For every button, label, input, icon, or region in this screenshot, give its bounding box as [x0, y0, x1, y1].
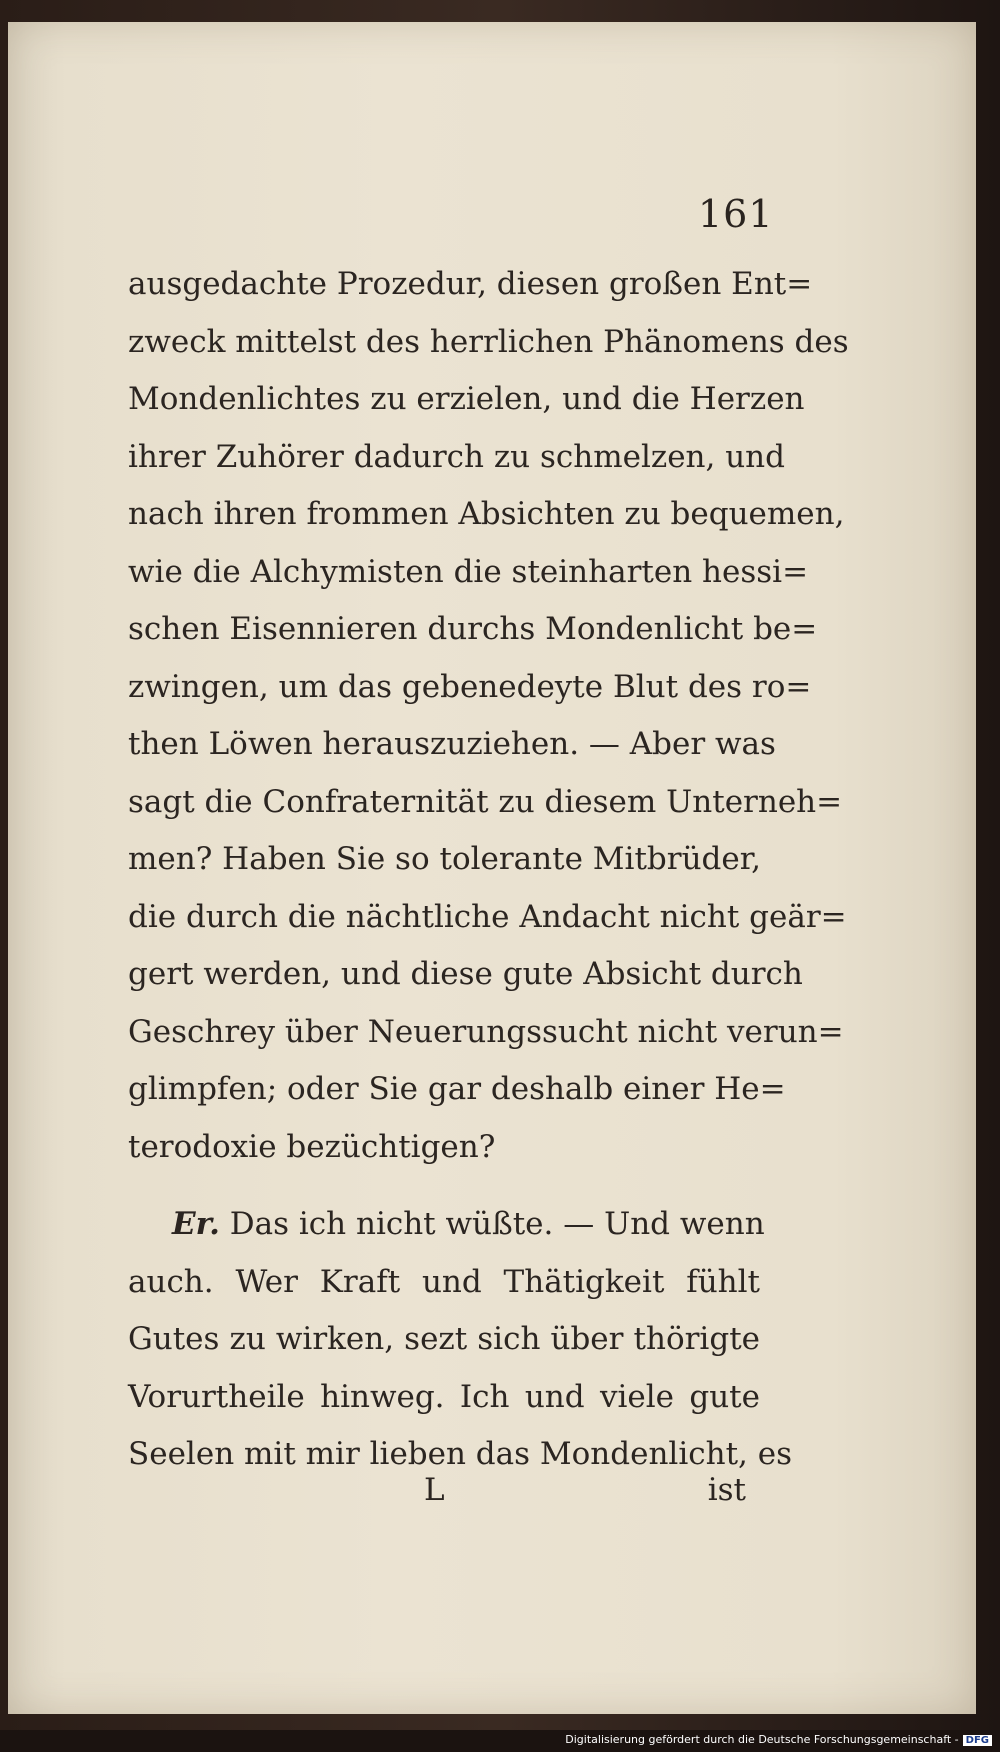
text-line: die durch die nächtliche Andacht nicht geär= [128, 898, 847, 935]
text-line: Mondenlichtes zu erzielen, und die Herzen [128, 381, 805, 417]
text-line: glimpfen; oder Sie gar deshalb einer He= [128, 1071, 786, 1107]
text-line: Seelen mit mir lieben das Mondenlicht, es [128, 1436, 792, 1472]
text-line: then Löwen herauszuziehen. — Aber was [128, 726, 776, 762]
text-line: nach ihren frommen Absichten zu bequemen, [128, 496, 845, 532]
book-page [8, 22, 976, 1714]
text-line: zwingen, um das gebenedeyte Blut des ro= [128, 668, 812, 705]
signature-mark: L [424, 1472, 445, 1508]
dialogue-line [128, 1196, 765, 1254]
text-line: ihrer Zuhörer dadurch zu schmelzen, und [128, 438, 785, 475]
page-footer-marks [128, 1472, 760, 1522]
digitization-credit [565, 1733, 992, 1746]
text-line: sagt die Confraternität zu diesem Unterneh= [128, 783, 843, 820]
text-line: zweck mittelst des herrlichen Phänomens des [128, 323, 849, 360]
catchword: ist [707, 1472, 746, 1508]
text-line: wie die Alchymisten die steinharten hessi= [128, 553, 809, 590]
text-line: auch. Wer Kraft und Thätigkeit fühlt [128, 1263, 760, 1300]
text-line: men? Haben Sie so tolerante Mitbrüder, [128, 841, 761, 877]
text-line: terodoxie bezüchtigen? [128, 1128, 496, 1165]
dialogue-text: Das ich nicht wüßte. — Und wenn [229, 1206, 765, 1242]
text-line: ausgedachte Prozedur, diesen großen Ent= [128, 266, 813, 302]
text-line: Gutes zu wirken, sezt sich über thörigte [128, 1321, 760, 1357]
body-text [128, 256, 849, 1484]
text-line: gert werden, und diese gute Absicht durch [128, 956, 803, 992]
text-line: Vorurtheile hinweg. Ich und viele gute [128, 1378, 760, 1415]
credit-text: Digitalisierung gefördert durch die Deutsche Forschungsgemeinschaft - [565, 1733, 959, 1746]
text-line: Geschrey über Neuerungssucht nicht verun= [128, 1013, 844, 1050]
dfg-logo: DFG [963, 1735, 992, 1746]
text-line: schen Eisennieren durchs Mondenlicht be= [128, 611, 818, 647]
page-number: 161 [698, 192, 774, 236]
speaker-label: Er. [172, 1206, 220, 1242]
